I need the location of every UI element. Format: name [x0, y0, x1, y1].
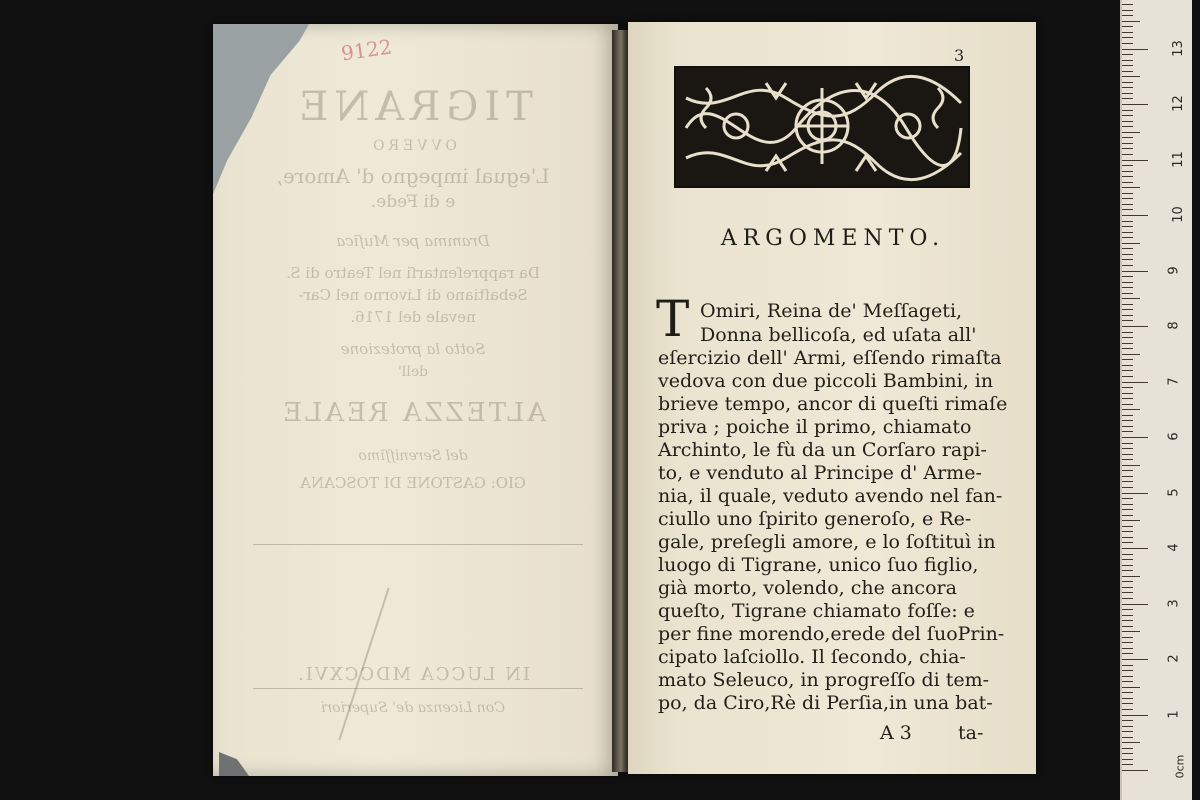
ruler-tick	[1122, 720, 1133, 721]
ruler-tick	[1122, 10, 1133, 11]
ruler-tick	[1122, 426, 1133, 427]
ruler-tick	[1122, 76, 1140, 77]
catchword: ta-	[958, 722, 984, 744]
ruler-number: 6	[1166, 432, 1182, 441]
ruler-tick	[1122, 243, 1140, 244]
ruler-tick	[1122, 71, 1133, 72]
ruler-tick	[1122, 326, 1148, 327]
text-line: queſto, Tigrane chiamato foſſe: e	[658, 600, 975, 622]
ruler-tick	[1122, 404, 1133, 405]
ruler-tick	[1122, 676, 1133, 677]
ruler-tick	[1122, 182, 1133, 183]
ruler-tick	[1122, 653, 1133, 654]
text-line: po, da Ciro,Rè di Perſia,in una bat-	[658, 692, 993, 714]
ruler-tick	[1122, 615, 1133, 616]
ruler-tick	[1122, 287, 1133, 288]
woodcut-ornament	[674, 66, 970, 188]
text-line: Donna bellicoſa, ed uſata all'	[700, 324, 977, 346]
ruler-tick	[1122, 648, 1133, 649]
ruler-tick	[1122, 770, 1148, 771]
ruler-tick	[1122, 309, 1133, 310]
ruler-number: 7	[1166, 376, 1182, 386]
ruler-tick	[1122, 709, 1133, 710]
ruler-tick	[1122, 637, 1133, 638]
bleed-line: nevale del 1716.	[350, 308, 476, 326]
ruler-tick	[1122, 420, 1133, 421]
ruler-tick	[1122, 692, 1133, 693]
ruler-tick	[1122, 520, 1140, 521]
ruler-unit-label: 0cm	[1173, 754, 1187, 779]
bleed-line: Sebaſtiano di Livorno nel Car-	[298, 286, 528, 304]
ruler-tick	[1122, 265, 1133, 266]
ruler-tick	[1122, 487, 1133, 488]
text-line: già morto, volendo, che ancora	[658, 577, 957, 599]
text-line: mato Seleuco, in progreſſo di tem-	[658, 669, 990, 691]
ruler-tick	[1122, 354, 1140, 355]
ruler-tick	[1122, 121, 1133, 122]
ruler-number: 1	[1166, 709, 1182, 719]
ruler-tick	[1122, 126, 1133, 127]
right-page	[628, 22, 1036, 774]
ruler-tick	[1122, 65, 1133, 66]
drop-capital: T	[656, 290, 690, 348]
text-line: luogo di Tigrane, unico ſuo figlio,	[658, 554, 979, 576]
ruler-tick	[1122, 493, 1148, 494]
ruler-tick	[1122, 598, 1133, 599]
ruler-tick	[1122, 37, 1133, 38]
text-line: gale, preſegli amore, e lo ſoſtituì in	[658, 531, 996, 553]
text-line: Omiri, Reina de' Meſſageti,	[700, 300, 963, 322]
ruler-tick	[1122, 376, 1133, 377]
ruler-tick	[1122, 226, 1133, 227]
text-line: nia, il quale, veduto avendo nel fan-	[658, 485, 1003, 507]
ruler-tick	[1122, 703, 1133, 704]
ruler-tick	[1122, 315, 1133, 316]
ruler-tick	[1122, 154, 1133, 155]
torn-bottom-corner	[219, 752, 249, 776]
ruler-number: 10	[1170, 206, 1186, 223]
ruler-tick	[1122, 254, 1133, 255]
bleed-line: L'egual impegno d' Amore,	[276, 164, 550, 188]
ruler-tick	[1122, 165, 1133, 166]
ruler-tick	[1122, 626, 1133, 627]
ruler-tick	[1122, 143, 1133, 144]
ruler-tick	[1122, 609, 1133, 610]
text-line: Archinto, le fù da un Corſaro rapi-	[658, 439, 987, 461]
ruler-tick	[1122, 715, 1148, 716]
ruler-tick	[1122, 98, 1133, 99]
ruler-tick	[1122, 137, 1133, 138]
ruler-tick	[1122, 348, 1133, 349]
ruler-tick	[1122, 470, 1133, 471]
bleed-line: IN LUCCA MDCCXVI.	[295, 664, 531, 685]
ruler-tick	[1122, 509, 1133, 510]
ruler-tick	[1122, 15, 1133, 16]
ruler-tick	[1122, 171, 1133, 172]
ruler-tick	[1122, 115, 1133, 116]
ruler-tick	[1122, 559, 1133, 560]
left-page	[213, 24, 618, 776]
ruler-tick	[1122, 215, 1148, 216]
ruler-tick	[1122, 431, 1133, 432]
text-line: brieve tempo, ancor di queſti rimaſe	[658, 393, 1008, 415]
ruler-tick	[1122, 587, 1133, 588]
ruler-tick	[1122, 548, 1148, 549]
ruler-tick	[1122, 631, 1140, 632]
ruler-tick	[1122, 26, 1133, 27]
ruler-tick	[1122, 276, 1133, 277]
measurement-ruler	[1120, 0, 1192, 800]
ruler-tick	[1122, 198, 1133, 199]
ruler-tick	[1122, 393, 1133, 394]
ruler-tick	[1122, 187, 1140, 188]
ruler-tick	[1122, 293, 1133, 294]
ruler-tick	[1122, 764, 1133, 765]
ruler-tick	[1122, 87, 1133, 88]
ruler-tick	[1122, 576, 1140, 577]
ruler-tick	[1122, 43, 1133, 44]
ruler-tick	[1122, 753, 1133, 754]
ruler-tick	[1122, 60, 1133, 61]
ruler-number: 9	[1166, 265, 1182, 275]
ruler-tick	[1122, 681, 1133, 682]
bleed-line: Da rappreſentarſi nel Teatro di S.	[286, 264, 540, 282]
ruler-tick	[1122, 282, 1133, 283]
text-line: cipato laſciollo. Il ſecondo, chia-	[658, 646, 966, 668]
ruler-tick	[1122, 737, 1133, 738]
ink-shelfmark: 9122	[339, 34, 394, 66]
ruler-number: 13	[1170, 39, 1186, 57]
ruler-number: 2	[1166, 654, 1182, 663]
ruler-tick	[1122, 232, 1133, 233]
text-line: ciullo uno ſpirito generoſo, e Re-	[658, 508, 972, 530]
ruler-tick	[1122, 459, 1133, 460]
ruler-tick	[1122, 731, 1133, 732]
text-line: per fine morendo,erede del ſuoPrin-	[658, 623, 1005, 645]
ruler-tick	[1122, 565, 1133, 566]
ruler-tick	[1122, 298, 1140, 299]
ruler-tick	[1122, 604, 1148, 605]
page-number: 3	[954, 46, 965, 65]
ruler-tick	[1122, 337, 1133, 338]
ruler-tick	[1122, 382, 1148, 383]
ruler-tick	[1122, 415, 1133, 416]
ruler-tick	[1122, 359, 1133, 360]
ruler-tick	[1122, 748, 1133, 749]
ruler-number: 3	[1166, 598, 1182, 608]
ruler-tick	[1122, 82, 1133, 83]
ruler-tick	[1122, 237, 1133, 238]
ruler-tick	[1122, 176, 1133, 177]
ruler-tick	[1122, 304, 1133, 305]
ruler-tick	[1122, 93, 1133, 94]
ruler-number: 8	[1166, 321, 1182, 330]
ruler-tick	[1122, 526, 1133, 527]
ruler-tick	[1122, 204, 1133, 205]
section-heading: ARGOMENTO.	[720, 226, 946, 251]
bleed-line: GIO: GASTONE DI TOSCANA	[300, 474, 526, 492]
ruler-tick	[1122, 687, 1140, 688]
ruler-tick	[1122, 221, 1133, 222]
ruler-tick	[1122, 504, 1133, 505]
ruler-tick	[1122, 409, 1140, 410]
ruler-tick	[1122, 554, 1133, 555]
ruler-tick	[1122, 620, 1133, 621]
ruler-tick	[1122, 742, 1140, 743]
bleed-line: ALTEZZA REALE	[280, 398, 546, 428]
ruler-tick	[1122, 698, 1133, 699]
ruler-tick	[1122, 370, 1133, 371]
ruler-tick	[1122, 476, 1133, 477]
ruler-number: 5	[1166, 487, 1182, 497]
bleed-line: Dramma per Muſica	[336, 232, 490, 250]
ruler-tick	[1122, 437, 1148, 438]
bleed-line: dell'	[397, 364, 429, 380]
ruler-tick	[1122, 398, 1133, 399]
ruler-number: 4	[1166, 543, 1182, 552]
ruler-tick	[1122, 32, 1133, 33]
bleed-line: Sotto la protezione	[340, 340, 486, 358]
ruler-tick	[1122, 537, 1133, 538]
ruler-tick	[1122, 443, 1133, 444]
bleed-line: OVVERO	[369, 138, 457, 154]
ruler-number: 12	[1170, 95, 1186, 112]
ruler-tick	[1122, 387, 1133, 388]
ruler-tick	[1122, 271, 1148, 272]
bleed-title: TIGRANE	[293, 84, 533, 130]
text-line: to, e venduto al Principe d' Arme-	[658, 462, 982, 484]
ruler-tick	[1122, 592, 1133, 593]
floral-ornament-icon	[676, 68, 968, 186]
ruler-tick	[1122, 515, 1133, 516]
bleed-line: e di Fede.	[370, 192, 456, 212]
ruler-tick	[1122, 759, 1133, 760]
bleed-line: Con Licenza de' Superiori	[321, 700, 505, 716]
text-line: priva ; poiche il primo, chiamato	[658, 416, 972, 438]
ruler-tick	[1122, 160, 1148, 161]
ruler-tick	[1122, 320, 1133, 321]
ruler-tick	[1122, 726, 1133, 727]
ruler-tick	[1122, 465, 1140, 466]
ruler-tick	[1122, 570, 1133, 571]
ruler-tick	[1122, 454, 1133, 455]
ruler-tick	[1122, 209, 1133, 210]
ruler-number: 11	[1170, 150, 1186, 168]
ruler-tick	[1122, 4, 1133, 5]
ruler-tick	[1122, 343, 1133, 344]
bleed-line: del Sereniſſimo	[358, 448, 468, 464]
ruler-tick	[1122, 542, 1133, 543]
ruler-tick	[1122, 21, 1140, 22]
ruler-tick	[1122, 132, 1140, 133]
ruler-tick	[1122, 365, 1133, 366]
ruler-tick	[1122, 259, 1133, 260]
ruler-tick	[1122, 49, 1148, 50]
text-line: eſercizio dell' Armi, eſſendo rimaſta	[658, 347, 1002, 369]
ruler-tick	[1122, 498, 1133, 499]
bleed-rule	[253, 688, 583, 689]
ruler-tick	[1122, 481, 1133, 482]
ruler-tick	[1122, 581, 1133, 582]
ruler-tick	[1122, 670, 1133, 671]
ruler-tick	[1122, 54, 1133, 55]
ruler-tick	[1122, 448, 1133, 449]
bleed-rule	[253, 544, 583, 545]
signature-mark: A 3	[880, 722, 912, 744]
ruler-tick	[1122, 193, 1133, 194]
ruler-tick	[1122, 248, 1133, 249]
text-line: vedova con due piccoli Bambini, in	[658, 370, 994, 392]
ruler-tick	[1122, 531, 1133, 532]
ruler-tick	[1122, 642, 1133, 643]
ruler-tick	[1122, 659, 1148, 660]
ruler-tick	[1122, 665, 1133, 666]
ruler-tick	[1122, 332, 1133, 333]
ruler-tick	[1122, 148, 1133, 149]
ruler-tick	[1122, 110, 1133, 111]
ruler-tick	[1122, 104, 1148, 105]
